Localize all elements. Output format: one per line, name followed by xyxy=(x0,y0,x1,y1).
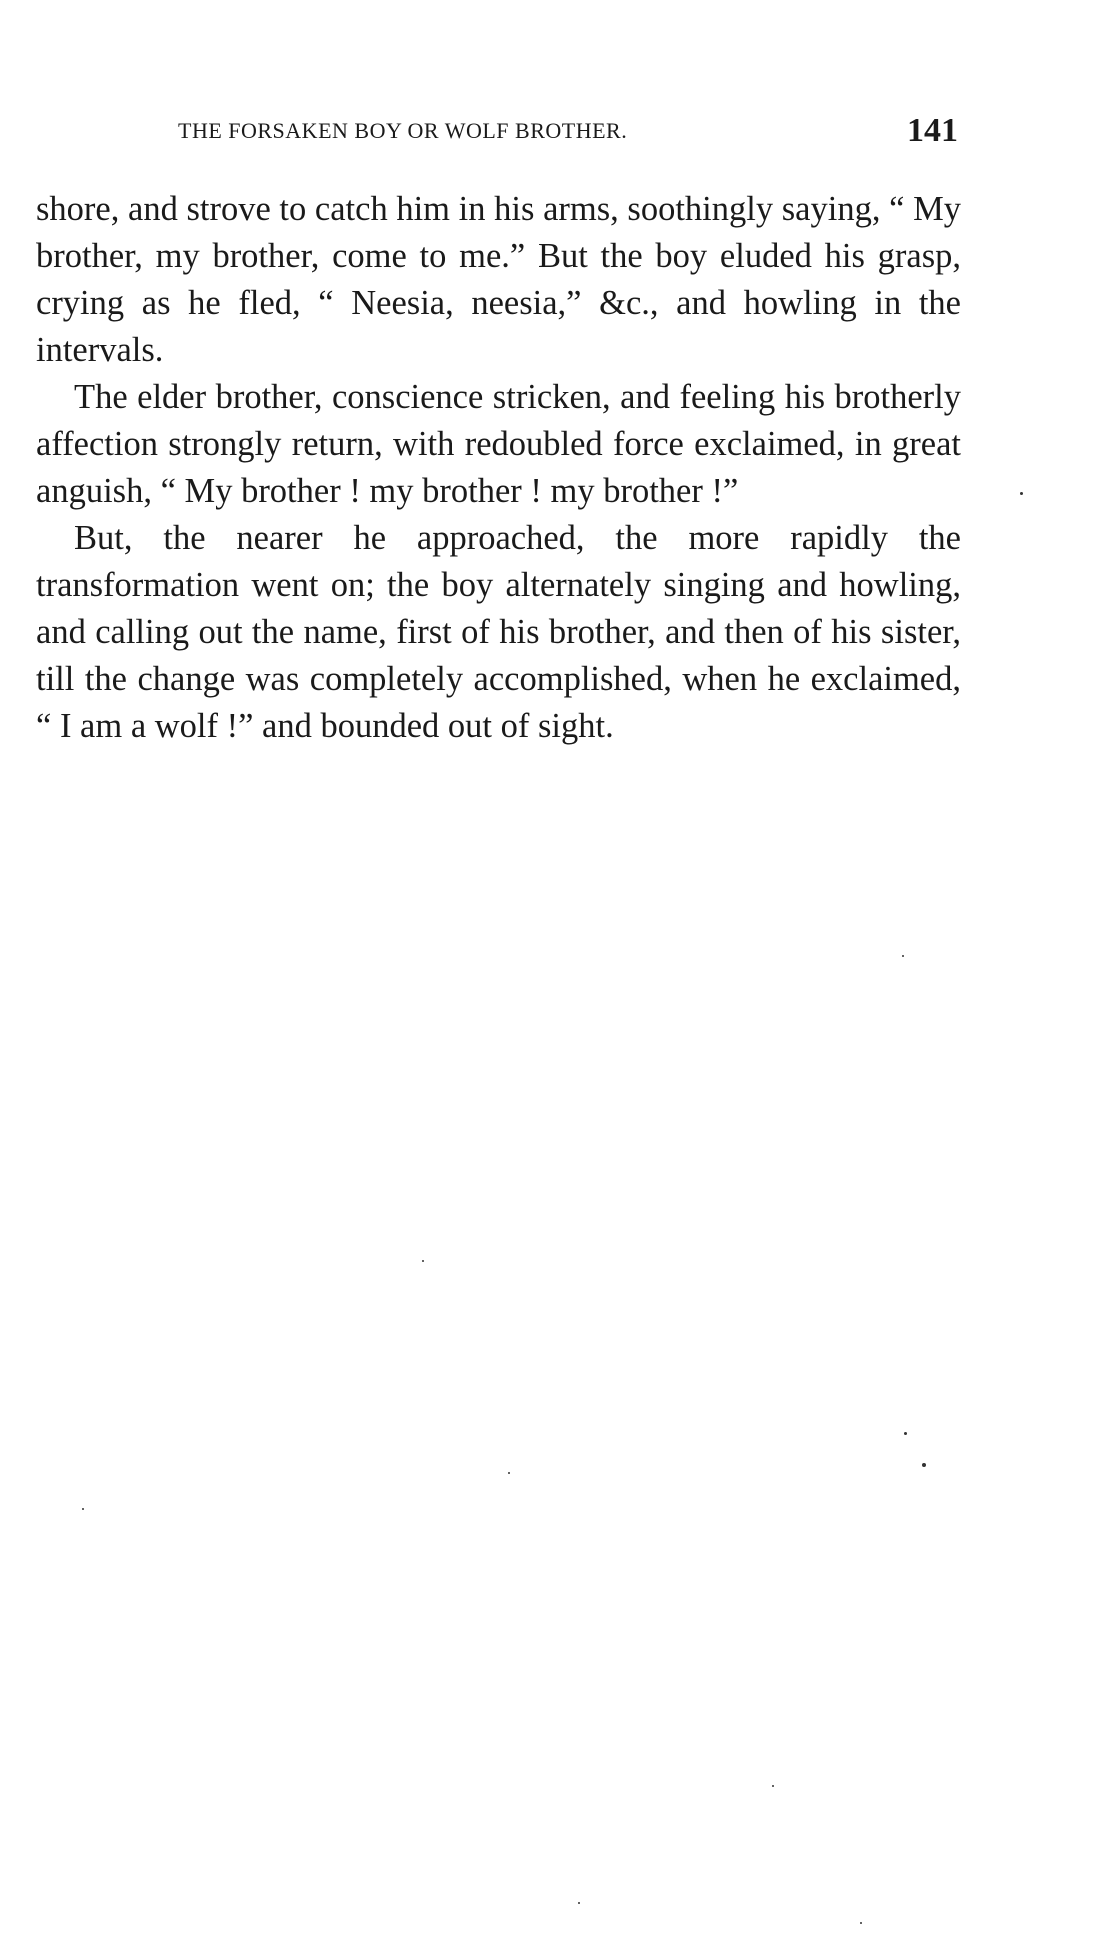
page-number: 141 xyxy=(907,112,958,149)
scan-speck xyxy=(422,1260,424,1262)
body-text xyxy=(36,186,961,750)
running-head xyxy=(178,112,958,152)
scan-speck xyxy=(578,1902,580,1904)
paragraph-elder-brother: The elder brother, conscience stricken, and feeling his brotherly affection strongly return, with redoubled force exclaimed, in great anguish, “ My brother ! my brother ! my brother !” xyxy=(36,378,961,510)
paragraph-transformation: But, the nearer he approached, the more rapidly the transformation went on; the boy alternately singing and howling, and calling out the name, first of his brother, and then of his sister, till the change was completely accomplished, when he exclaimed, “ I am a wolf !” and bounded out of sight. xyxy=(36,519,961,745)
scan-speck xyxy=(922,1463,926,1467)
scan-speck xyxy=(902,955,904,957)
scan-speck xyxy=(904,1432,907,1435)
running-title: THE FORSAKEN BOY OR WOLF BROTHER. xyxy=(178,118,628,143)
scan-speck xyxy=(1020,492,1023,495)
paragraph-continued: shore, and strove to catch him in his arms, soothingly saying, “ My brother, my brother, come to me.” But the boy eluded his grasp, crying as he fled, “ Neesia, neesia,” &c., and howling in the intervals. xyxy=(36,190,961,369)
scan-speck xyxy=(860,1922,862,1924)
scan-speck xyxy=(82,1508,84,1510)
scan-speck xyxy=(508,1472,510,1474)
scan-speck xyxy=(772,1785,774,1787)
